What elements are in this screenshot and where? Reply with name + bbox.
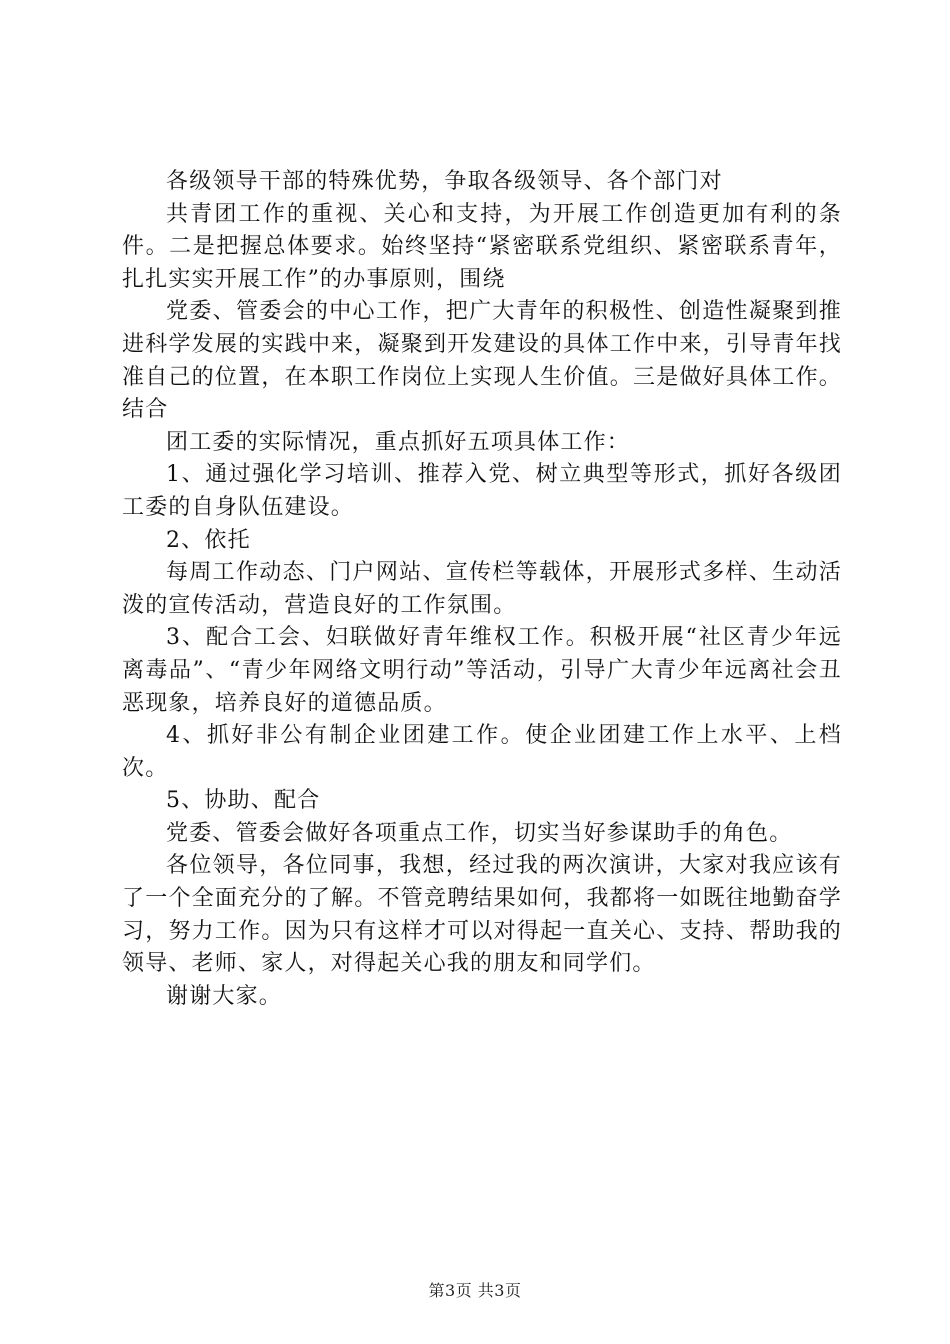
paragraph-10: 5、协助、配合 — [166, 788, 321, 814]
paragraph-5: 1、通过强化学习培训、推荐入党、树立典型等形式，抓好各级团工委的自身队伍建设。 — [122, 462, 842, 520]
paragraph-11: 党委、管委会做好各项重点工作，切实当好参谋助手的角色。 — [166, 820, 793, 846]
paragraph-7: 每周工作动态、门户网站、宣传栏等载体，开展形式多样、生动活泼的宣传活动，营造良好的工作氛围。 — [122, 560, 842, 618]
paragraph-6: 2、依托 — [166, 527, 251, 553]
paragraph-4: 团工委的实际情况，重点抓好五项具体工作： — [166, 429, 631, 455]
paragraph-3: 党委、管委会的中心工作，把广大青年的积极性、创造性凝聚到推进科学发展的实践中来，凝聚到开发建设的具体工作中来，引导青年找准自己的位置，在本职工作岗位上实现人生价值。三是做好具体工作。结合 — [122, 299, 842, 423]
page-footer: 第3页 共3页 — [428, 1281, 522, 1300]
paragraph-8: 3、配合工会、妇联做好青年维权工作。积极开展“社区青少年远离毒品”、“青少年网络文明行动”等活动，引导广大青少年远离社会丑恶现象，培养良好的道德品质。 — [122, 625, 842, 716]
document-body — [122, 166, 842, 1013]
paragraph-1: 各级领导干部的特殊优势，争取各级领导、各个部门对 — [166, 169, 723, 194]
paragraph-9: 4、抓好非公有制企业团建工作。使企业团建工作上水平、上档次。 — [122, 723, 842, 781]
paragraph-13: 谢谢大家。 — [166, 983, 283, 1009]
paragraph-12: 各位领导，各位同事，我想，经过我的两次演讲，大家对我应该有了一个全面充分的了解。不管竞聘结果如何，我都将一如既往地勤奋学习，努力工作。因为只有这样才可以对得起一直关心、支持、帮助我的领导、老师、家人，对得起关心我的朋友和同学们。 — [122, 853, 842, 977]
paragraph-2: 共青团工作的重视、关心和支持，为开展工作创造更加有利的条件。二是把握总体要求。始终坚持“紧密联系党组织、紧密联系青年，扎扎实实开展工作”的办事原则，围绕 — [122, 201, 842, 292]
